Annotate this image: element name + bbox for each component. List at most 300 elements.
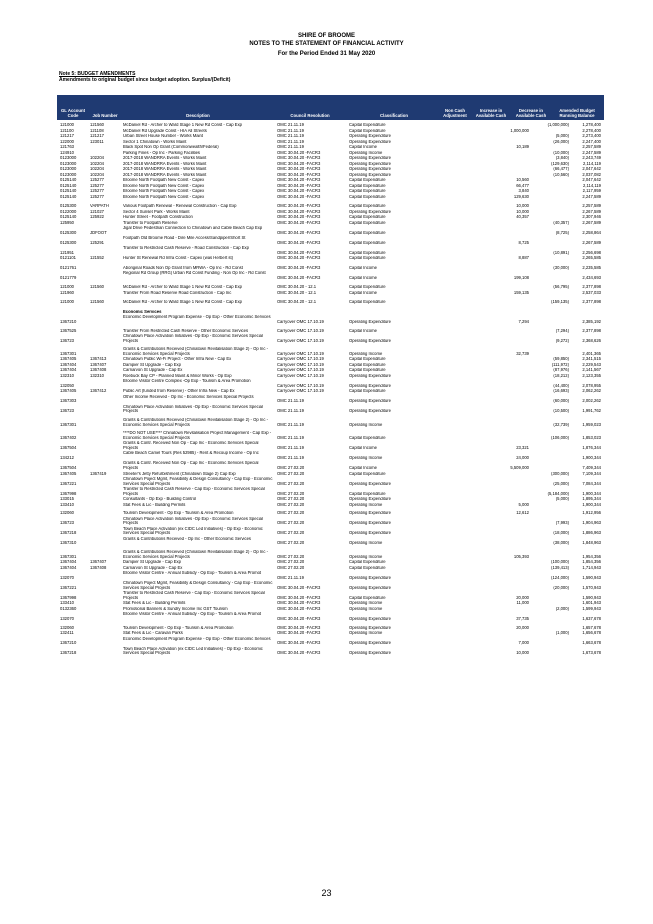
cell-classification: Operating Income	[349, 541, 383, 546]
cell-job-number: 102204	[90, 172, 104, 177]
table-row	[57, 334, 604, 343]
cell-running-balance: 1,637,678	[582, 616, 601, 621]
cell-increase: 10,189	[516, 145, 529, 149]
cell-decrease: (60,000)	[553, 399, 569, 404]
cell-running-balance: 1,954,356	[582, 554, 601, 559]
cell-running-balance: 2,368,626	[582, 338, 601, 343]
cell-running-balance: 1,900,344	[582, 455, 601, 460]
cell-classification: Capital Income	[349, 275, 377, 280]
cell-gl-account: 1367405	[60, 357, 77, 362]
cell-running-balance: 1,886,963	[582, 531, 601, 536]
cell-classification: Capital Expenditure	[349, 123, 386, 127]
cell-increase: 11,000	[516, 601, 529, 606]
cell-description: Broome Visitor Centre - Annual Subsidy - Op Exp - Tourism & Area Promot	[123, 571, 262, 576]
cell-job-number: JDFOOT	[90, 230, 107, 235]
cell-running-balance: 2,341,515	[582, 357, 601, 362]
cell-decrease: (18,212)	[553, 373, 569, 378]
cell-description: Transfer From Road Reserve Road Construction - Cap Inc	[123, 290, 232, 295]
cell-council-resolution: OMC 30.04.20 -FACR3	[277, 230, 321, 235]
table-row	[57, 511, 604, 516]
table-row	[57, 236, 604, 245]
cell-decrease: (66,477)	[553, 167, 569, 171]
cell-council-resolution: OMC 30.04.20 -FACR3	[277, 601, 321, 606]
cell-increase: 37,735	[516, 616, 529, 621]
cell-running-balance: 2,256,698	[582, 250, 601, 255]
cell-running-balance: 1,895,344	[582, 497, 601, 502]
cell-description: McDaniel Rd - Archer to Ward Stage 1 New Rd Const - Cap Exp	[123, 285, 243, 290]
table-row	[57, 379, 604, 388]
table-row	[57, 156, 604, 161]
cell-classification: Capital Expenditure	[349, 357, 386, 362]
cell-council-resolution: OMC 27.02.20	[277, 554, 305, 559]
cell-running-balance: 2,114,119	[582, 183, 601, 188]
cell-gl-account: 132310	[60, 373, 74, 378]
budget-amendments-table	[57, 95, 604, 657]
cell-gl-account: 136723	[60, 338, 74, 343]
cell-increase: 7,294	[518, 319, 529, 324]
cell-classification: Operating Income	[349, 150, 383, 155]
cell-increase: 23,321	[516, 445, 529, 450]
cell-gl-account: 0125140	[60, 194, 77, 199]
cell-gl-account: 0132360	[60, 606, 77, 611]
cell-gl-account: 1367221	[60, 481, 77, 486]
cell-description: Transfer to Restricted Cash Reserve - Road Construction - Cap Exp	[123, 246, 249, 251]
cell-gl-account: 132070	[60, 616, 74, 621]
cell-council-resolution: OMC 27.02.20	[277, 531, 305, 536]
cell-job-number: 125277	[90, 183, 104, 188]
cell-classification: Capital Expenditure	[349, 362, 386, 367]
cell-decrease: (44,400)	[553, 383, 569, 388]
cell-classification: Operating Expenditure	[349, 521, 391, 526]
table-row	[57, 451, 604, 460]
cell-description: Parking Fines - Op Inc - Parking Facilities	[123, 150, 201, 155]
cell-council-resolution: OMC 30.04.20 -FACR3	[277, 606, 321, 611]
cell-council-resolution: OMC 27.02.20	[277, 497, 305, 502]
cell-description: Town Beach Place Activation (ex CIDC Led Initiatives) - Op Exp - Economic Services Special Projects	[123, 646, 263, 656]
table-row	[57, 329, 604, 334]
cell-job-number: 121560	[90, 123, 104, 127]
table-row	[57, 145, 604, 150]
cell-gl-account: 121951	[60, 250, 74, 255]
table-row	[57, 550, 604, 559]
table-row	[57, 178, 604, 183]
cell-decrease: (26,000)	[553, 139, 569, 144]
header-classification: Classification	[380, 113, 408, 118]
cell-job-number: 1367413	[90, 357, 107, 362]
cell-council-resolution: OMC 30.04.20 -FACR3	[277, 194, 321, 199]
cell-classification: Operating Expenditure	[349, 338, 391, 343]
cell-decrease: (7,294)	[555, 328, 569, 333]
cell-council-resolution: OMC 21.11.19	[277, 134, 304, 138]
cell-classification: Capital Income	[349, 265, 377, 270]
table-row	[57, 472, 604, 477]
cell-running-balance: 2,078,955	[582, 383, 601, 388]
cell-description: McDaniel Rd - Archer to Ward Stage 1 New Rd Const - Cap Exp	[123, 123, 243, 127]
cell-classification: Operating Income	[349, 601, 383, 606]
table-body	[57, 120, 604, 657]
cell-running-balance: 1,876,344	[582, 445, 601, 450]
cell-description: Urban Street House Number - Works Maint	[123, 134, 203, 138]
cell-classification: Operating Expenditure	[349, 641, 391, 646]
cell-description: Grants & Contributions Received (Chinatown Revitalisation Stage 2) - Op Inc - Economic Services Special Projects	[123, 418, 269, 427]
cell-increase: 3,840	[518, 189, 529, 193]
cell-description: Carnarvon St Upgrade - Cap Ex	[123, 368, 183, 373]
cell-classification: Capital Expenditure	[349, 178, 386, 182]
cell-running-balance: 2,385,192	[582, 319, 601, 324]
cell-classification: Operating Expenditure	[349, 209, 391, 214]
cell-gl-account: 0123000	[60, 161, 77, 166]
cell-gl-account: 1367301	[60, 422, 77, 427]
cell-classification: Operating Expenditure	[349, 399, 391, 404]
cell-running-balance: 1,714,943	[582, 565, 601, 570]
cell-council-resolution: OMC 21.11.19	[277, 575, 304, 580]
cell-job-number: 121560	[90, 285, 104, 290]
cell-increase: 8,725	[518, 240, 529, 245]
cell-decrease: (300,000)	[551, 471, 569, 476]
cell-council-resolution: OMC 30.04.20 -FACR3	[277, 275, 321, 280]
table-row	[57, 612, 604, 621]
cell-gl-account: 132060	[60, 511, 74, 516]
cell-job-number: 1367407	[90, 560, 107, 565]
cell-running-balance: 2,002,262	[582, 399, 601, 404]
header-balance: Amended Budget Running Balance	[559, 108, 595, 118]
cell-increase: 10,000	[516, 651, 529, 656]
cell-decrease: (124,000)	[551, 575, 569, 580]
cell-council-resolution: OMC 30.04.20 -FACR3	[277, 183, 321, 188]
cell-increase: 20,000	[516, 625, 529, 630]
cell-running-balance: 2,434,693	[582, 275, 601, 280]
cell-decrease: (5,000)	[555, 497, 569, 502]
cell-increase: 7,000	[518, 641, 529, 646]
cell-description: Sector 4 Sunset Park - Works Maint	[123, 209, 190, 214]
cell-running-balance: 1,673,678	[582, 651, 601, 656]
cell-council-resolution: OMC 30.04.20 -FACR3	[277, 178, 321, 182]
cell-decrease: (3,840)	[555, 156, 569, 160]
cell-council-resolution: OMC 27.02.20	[277, 502, 305, 507]
cell-running-balance: 2,141,567	[582, 368, 601, 373]
cell-description: Chinatown Place Activation Initiatives -Op Exp - Economic Services Special Projects	[123, 404, 263, 414]
cell-classification: Operating Expenditure	[349, 134, 391, 138]
cell-classification: Operating Expenditure	[349, 139, 391, 144]
table-row	[57, 347, 604, 356]
cell-gl-account: 133410	[60, 601, 74, 606]
cell-council-resolution: OMC 30.04.20 -FACR3	[277, 156, 321, 160]
cell-council-resolution: OMC 30.04.20 -FACR3	[277, 595, 321, 600]
cell-classification: Operating Expenditure	[349, 497, 391, 502]
header-council-resolution: Council Resolution	[290, 113, 330, 118]
cell-gl-account: 0121779	[60, 275, 77, 280]
cell-running-balance: 1,570,943	[582, 585, 601, 590]
cell-classification: Operating Income	[349, 631, 383, 635]
cell-description: Grants & Contr. Received Non Op - Cap Inc - Economic Services Special Projects	[123, 461, 259, 470]
table-row	[57, 461, 604, 470]
cell-running-balance: 2,257,589	[582, 204, 601, 208]
cell-council-resolution: Carryover OMC 17.10.19	[277, 373, 324, 378]
cell-council-resolution: Carryover OMC 17.10.19	[277, 338, 324, 343]
cell-gl-account: 0123000	[60, 172, 77, 177]
cell-classification: Capital Expenditure	[349, 595, 386, 600]
cell-gl-account: 121763	[60, 145, 74, 149]
cell-gl-account: 133015	[60, 497, 74, 502]
cell-running-balance: 2,047,642	[582, 167, 601, 171]
table-row	[57, 189, 604, 194]
cell-description: Jigal Drive Pedestrian Connection to Chinatown and Cable Beach Cap Exp	[123, 226, 263, 230]
cell-running-balance: 1,959,023	[582, 422, 601, 427]
cell-gl-account: 121100	[60, 128, 74, 133]
table-row	[57, 527, 604, 536]
cell-gl-account: 136723	[60, 409, 74, 414]
table-row	[57, 357, 604, 362]
cell-gl-account: 122000	[60, 139, 74, 144]
cell-decrease: (129,630)	[551, 161, 569, 166]
cell-decrease: (25,000)	[553, 481, 569, 486]
cell-job-number: 123011	[90, 139, 104, 144]
header-gl-account: GL Account Code	[60, 108, 86, 118]
table-row	[57, 374, 604, 379]
table-row	[57, 291, 604, 296]
cell-gl-account: 0125140	[60, 189, 77, 193]
cell-running-balance: 2,265,585	[582, 256, 601, 261]
table-row	[57, 395, 604, 404]
cell-job-number: 1367419	[90, 471, 107, 476]
cell-running-balance: 1,663,678	[582, 641, 601, 646]
cell-running-balance: 2,537,033	[582, 290, 601, 295]
note-subtitle: Amendments to original budget since budget adoption. Surplus/(Deficit)	[59, 77, 231, 83]
cell-council-resolution: OMC 30.04.20 - 12.1	[277, 285, 317, 290]
cell-decrease: (32,739)	[553, 422, 569, 427]
cell-council-resolution: OMC 21.11.19	[277, 409, 304, 414]
cell-description: Stat Fees & Lic - Building Permits	[123, 502, 186, 507]
cell-running-balance: 2,062,262	[582, 389, 601, 394]
cell-increase: 12,612	[516, 511, 529, 516]
cell-decrease: (111,972)	[551, 362, 569, 367]
table-row	[57, 134, 604, 139]
cell-gl-account: 1367504	[60, 465, 77, 470]
cell-classification: Operating Expenditure	[349, 172, 391, 177]
cell-running-balance: 2,247,400	[582, 139, 601, 144]
cell-description: Chinatown Poject Mgmt, Feasibility & Design Consultancy - Cap Exp - Economic Services Special Projects	[123, 581, 273, 590]
cell-council-resolution: OMC 27.02.20	[277, 481, 305, 486]
cell-classification: Capital Expenditure	[349, 194, 386, 199]
period-title: For the Period Ended 31 May 2020	[277, 51, 376, 57]
cell-classification: Operating Income	[349, 422, 383, 427]
cell-classification: Capital Expenditure	[349, 565, 386, 570]
cell-classification: Operating Expenditure	[349, 319, 391, 324]
cell-classification: Operating Income	[349, 554, 383, 559]
cell-decrease: (10,000)	[553, 150, 569, 155]
table-row	[57, 167, 604, 172]
cell-council-resolution: OMC 30.04.20 -FACR3	[277, 651, 321, 656]
table-row	[57, 517, 604, 526]
cell-gl-account: 1367301	[60, 554, 77, 559]
cell-description: Regional Rd Group (RRG) Urban Rd Const Funding - Non Op Inc - Rd Const	[123, 271, 266, 276]
cell-classification: Capital Expenditure	[349, 215, 386, 219]
table-row	[57, 162, 604, 167]
cell-description: Town Beach Place Activation (ex CIDC Led Initiatives) - Op Exp - Economic Services Special Projects	[123, 526, 263, 536]
cell-decrease: (100,000)	[551, 560, 569, 565]
cell-running-balance: 1,278,400	[582, 123, 601, 127]
cell-gl-account: 1367504	[60, 445, 77, 450]
cell-council-resolution: Carryover OMC 17.10.19	[277, 362, 324, 367]
cell-council-resolution: OMC 27.02.20	[277, 541, 305, 546]
cell-description: 2017-2018 WANDRRA Events - Works Maint	[123, 156, 207, 160]
cell-classification: Operating Income	[349, 606, 383, 611]
cell-running-balance: 2,267,589	[582, 220, 601, 225]
cell-classification: Operating Expenditure	[349, 409, 391, 414]
cell-running-balance: 2,123,355	[582, 373, 601, 378]
cell-increase: 199,108	[513, 275, 529, 280]
cell-gl-account: 121000	[60, 300, 74, 305]
cell-gl-account: 1367210	[60, 641, 77, 646]
cell-running-balance: 1,854,356	[582, 560, 601, 565]
cell-council-resolution: OMC 21.11.19	[277, 128, 304, 133]
cell-classification: Capital Expenditure	[349, 240, 386, 245]
cell-description: Grants & Contributions Received (Chinatown Revitalisation Stage 2) - Op Inc - Economic Services Special Projects	[123, 347, 269, 356]
cell-classification: Capital Expenditure	[349, 189, 386, 193]
cell-gl-account: 134212	[60, 455, 74, 460]
cell-description: Transfer to Restricted Cash Reserve - Cap Exp - Economic Services Special Projects	[123, 487, 265, 496]
cell-description: Hunter St Renewal Rd Infra Const - Capex (was Herbert st)	[123, 256, 234, 261]
cell-running-balance: 2,235,585	[582, 265, 601, 270]
cell-classification: Operating Expenditure	[349, 481, 391, 486]
cell-council-resolution: OMC 27.02.20	[277, 465, 305, 470]
cell-gl-account: 1367210	[60, 319, 77, 324]
cell-gl-account: 0125140	[60, 183, 77, 188]
cell-increase: 5,509,000	[510, 465, 529, 470]
cell-description: Chinatown Public Wi-Fi Project - Other Infra New - Cap Ex	[123, 357, 232, 362]
cell-job-number: 1367407	[90, 362, 107, 367]
cell-classification: Operating Expenditure	[349, 616, 391, 621]
cell-gl-account: 136723	[60, 521, 74, 526]
cell-gl-account: 0125300	[60, 230, 77, 235]
cell-classification: Operating Income	[349, 455, 383, 460]
cell-description: Grants & Contributions Received (Chinatown Revitalisation Stage 2) - Op Inc - Economic Services Special Projects	[123, 550, 269, 559]
cell-council-resolution: OMC 30.04.20 -FACR3	[277, 220, 321, 225]
cell-running-balance: 2,047,642	[582, 178, 601, 182]
table-row	[57, 315, 604, 324]
table-header	[57, 95, 604, 120]
cell-council-resolution: OMC 30.04.20 -FACR3	[277, 240, 321, 245]
cell-council-resolution: OMC 27.02.20	[277, 565, 305, 570]
cell-description: Black Spot Non Op Grant (Commonwealth/Federal)	[123, 145, 219, 149]
cell-job-number: 125277	[90, 178, 104, 182]
table-row	[57, 363, 604, 368]
cell-increase: 159,135	[513, 290, 529, 295]
cell-decrease: (9,272)	[555, 338, 569, 343]
cell-description: Grants & Contributions Received - Op Inc - Other Economic Services	[123, 536, 252, 541]
cell-description: Stat Fees & Lic - Caravan Parks	[123, 631, 183, 635]
cell-classification: Operating Expenditure	[349, 575, 391, 580]
cell-classification: Operating Expenditure	[349, 383, 391, 388]
cell-description: Public Art (funded from Reserve) - Other Infra New - Cap Ex	[123, 389, 235, 394]
cell-council-resolution: OMC 21.11.19	[277, 399, 304, 404]
cell-council-resolution: Carryover OMC 17.10.19	[277, 383, 324, 388]
table-row	[57, 607, 604, 612]
cell-council-resolution: OMC 27.02.20	[277, 471, 305, 476]
cell-job-number: 1367408	[90, 565, 107, 570]
cell-council-resolution: OMC 27.02.20	[277, 521, 305, 526]
cell-classification: Capital Expenditure	[349, 285, 386, 290]
cell-gl-account: 1367404	[60, 362, 77, 367]
cell-running-balance: 2,243,749	[582, 156, 601, 160]
cell-gl-account: 121960	[60, 290, 74, 295]
cell-classification: Capital Expenditure	[349, 435, 386, 440]
cell-running-balance: 1,599,943	[582, 606, 601, 611]
cell-gl-account: 1367218	[60, 651, 77, 656]
cell-decrease: (56,795)	[553, 285, 569, 290]
header-description: Description	[186, 113, 210, 118]
cell-job-number: 102204	[90, 156, 104, 160]
table-row	[57, 537, 604, 546]
cell-job-number: 102204	[90, 161, 104, 166]
cell-gl-account: 1367404	[60, 565, 77, 570]
cell-council-resolution: OMC 30.04.20 - 12.1	[277, 290, 317, 295]
cell-council-resolution: OMC 30.04.20 -FACR3	[277, 625, 321, 630]
cell-council-resolution: OMC 30.04.20 -FACR3	[277, 161, 321, 166]
cell-gl-account: 132050	[60, 383, 74, 388]
cell-description: Sector 1 Chinatown - Works Maint	[123, 139, 187, 144]
cell-decrease: (8,725)	[555, 230, 569, 235]
table-row	[57, 503, 604, 508]
cell-classification: Capital Expenditure	[349, 471, 386, 476]
table-row	[57, 497, 604, 502]
table-row	[57, 418, 604, 427]
cell-job-number: 132310	[90, 373, 104, 378]
cell-description: Transfer From Restricted Cash Reserve - Other Economic Services	[123, 328, 249, 333]
cell-running-balance: 7,084,344	[582, 481, 601, 486]
cell-decrease: (106,000)	[551, 435, 569, 440]
cell-increase: 105,393	[513, 554, 529, 559]
table-row	[57, 581, 604, 590]
cell-running-balance: 2,117,959	[582, 189, 601, 193]
cell-decrease: (5,000)	[555, 134, 569, 138]
cell-description: Broome North Footpath New Const - Capex	[123, 194, 205, 199]
cell-classification: Capital Expenditure	[349, 250, 386, 255]
cell-running-balance: 1,601,943	[582, 601, 601, 606]
cell-description: McDaniel Rd Upgrade Const - HIA All Streets	[123, 128, 207, 133]
cell-gl-account: 125950	[60, 220, 74, 225]
cell-council-resolution: Carryover OMC 17.10.19	[277, 351, 324, 356]
cell-description: Promotional Banners & Sundry Income Inc GST Tourism	[123, 606, 228, 611]
note-title: Note 5: BUDGET AMENDMENTS	[59, 71, 136, 77]
cell-increase: 5,000	[518, 502, 529, 507]
cell-classification: Capital Expenditure	[349, 220, 386, 225]
cell-council-resolution: OMC 30.04.20 -FACR3	[277, 256, 321, 261]
table-row	[57, 637, 604, 646]
cell-running-balance: 1,590,943	[582, 595, 601, 600]
table-row	[57, 215, 604, 220]
cell-classification: Capital Expenditure	[349, 560, 386, 565]
cell-description: Chinatown Place Activation Initiatives -Op Exp - Economic Services Special Projects	[123, 516, 263, 526]
cell-council-resolution: OMC 30.04.20 -FACR3	[277, 265, 321, 270]
cell-description: Carnarvon St Upgrade - Cap Ex	[123, 565, 183, 570]
cell-increase: 129,630	[513, 194, 529, 199]
notes-title: NOTES TO THE STATEMENT OF FINANCIAL ACTIVITY	[249, 41, 404, 47]
cell-decrease: (7,993)	[555, 521, 569, 526]
cell-gl-account: 132411	[60, 631, 74, 635]
table-row	[57, 129, 604, 134]
cell-gl-account: 121217	[60, 134, 74, 138]
cell-increase: 32,739	[516, 351, 529, 356]
cell-council-resolution: Carryover OMC 17.10.19	[277, 357, 324, 362]
cell-increase: 10,000	[516, 204, 529, 208]
cell-running-balance: 2,114,119	[582, 161, 601, 166]
table-row	[57, 560, 604, 565]
cell-description: Economic Development Program Expense - Op Exp - Other Economic Services	[123, 315, 271, 320]
cell-gl-account: 1367404	[60, 560, 77, 565]
cell-decrease: (16,693)	[553, 389, 569, 394]
table-row	[57, 173, 604, 178]
